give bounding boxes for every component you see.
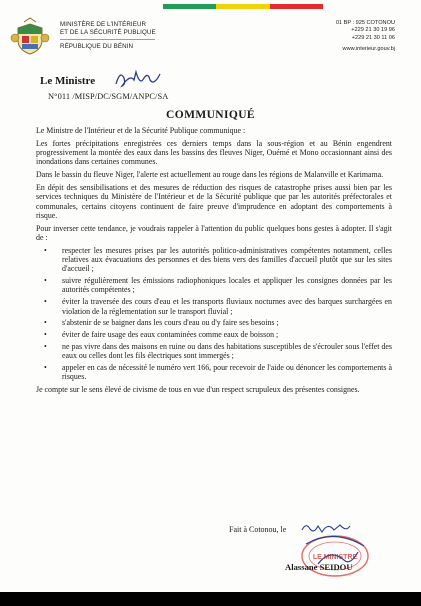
list-item: • ne pas vivre dans des maisons en ruine ou dans des habitations susceptibles de s'écrouler sous l'effet des eaux ou celles dont les fils électriques sont immergés ; (62, 342, 392, 361)
flag-yellow (216, 4, 269, 9)
bottom-edge (0, 592, 421, 606)
stamp-label: LE MINISTRE (312, 554, 358, 561)
flag-green (163, 4, 216, 9)
website: www.interieur.gouv.bj (342, 45, 395, 52)
place-date: Fait à Cotonou, le (229, 525, 287, 534)
phone-2: +229 21 30 11 06 (351, 34, 395, 41)
contact-block (336, 20, 395, 53)
list-item: • s'abstenir de se baigner dans les cours d'eau ou d'y faire ses besoins ; (62, 318, 392, 327)
list-item: • appeler en cas de nécessité le numéro vert 166, pour recevoir de l'aide ou dénoncer les comportements à risques. (62, 363, 392, 382)
ministry-line-2: ET DE LA SÉCURITÉ PUBLIQUE (60, 29, 156, 36)
list-item: • éviter de faire usage des eaux contaminées comme eaux de boisson ; (62, 330, 392, 339)
gestures-list (36, 246, 392, 382)
paragraph: Pour inverser cette tendance, je voudrais rappeler à l'attention du public quelques bons gestes à adopter. Il s'agit de : (36, 223, 392, 242)
document-title: COMMUNIQUÉ (166, 109, 255, 121)
closing-paragraph: Je compte sur le sens élevé de civisme de tous en vue d'un respect scrupuleux des présentes consignes. (36, 385, 360, 395)
paragraph: Dans le bassin du fleuve Niger, l'alerte est actuellement au rouge dans les régions de Malanville et Karimama. (36, 170, 384, 180)
ministry-divider (60, 39, 155, 40)
ministry-block (60, 21, 156, 51)
handwritten-initials-icon (112, 68, 164, 90)
ministry-line-1: MINISTÈRE DE L'INTÉRIEUR (60, 21, 147, 28)
paragraph: Les fortes précipitations enregistrées ces derniers temps dans la sous-région et au Bénin engendrent progressivement la montée des eaux dans les bassins des fleuves Niger, Ouémé et Mono occasionnant ainsi des inondations dans certaines communes. (36, 138, 392, 167)
paragraph: Le Ministre de l'Intérieur et de la Sécurité Publique communique : (36, 126, 246, 135)
communique-body (36, 126, 392, 398)
signatory-name: Alassane SEIDOU (285, 562, 353, 572)
po-box: 01 BP : 925 COTONOU (335, 20, 395, 26)
list-item: • suivre régulièrement les émissions radiophoniques locales et appliquer les consignes données par les autorités compétentes ; (62, 276, 392, 295)
list-item: • éviter la traversée des cours d'eau et les transports fluviaux nocturnes avec des barques surchargées en violation de la réglementation sur le transport fluvial ; (62, 297, 392, 316)
list-item: • respecter les mesures prises par les autorités politico-administratives compétentes notamment, celles relatives aux évacuations des personnes et des biens vers des familles d'accueil plutôt que sur les sites d'accueil ; (62, 246, 392, 274)
reference-number: N°011 /MISP/DC/SGM/ANPC/SA (48, 92, 169, 101)
flag-stripe (163, 4, 323, 9)
flag-red (270, 4, 323, 9)
minister-heading: Le Ministre (40, 75, 96, 87)
paragraph: En dépit des sensibilisations et des mesures de réduction des risques de catastrophe prises aussi bien par les services techniques du Ministère de l'Intérieur et de la Sécurité publique que par les autorités préfectorales et communales, certains citoyens continuent de faire preuve d'imprudence en adoptant des comportements à risque. (36, 182, 392, 220)
coat-of-arms-icon (10, 16, 50, 56)
country-name: RÉPUBLIQUE DU BÉNIN (60, 43, 134, 50)
phone-1: +229 21 30 19 96 (351, 27, 395, 34)
